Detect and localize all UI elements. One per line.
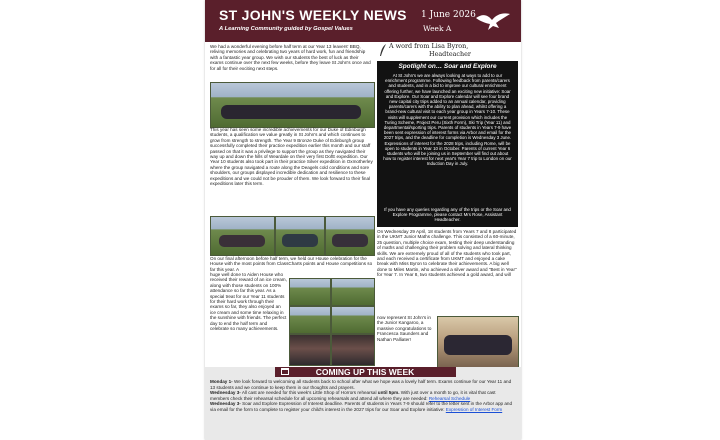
house-paragraph: On our final afternoon before half term, we held our House celebration for the House with the most points from ClassCharts points and House competitions so far this year. A (210, 256, 373, 272)
spotlight-body: At St John's we are always looking at ways to add to our enrichment programme. Following feedback from parents/carers and students, and in a bid to improve our cultural enrichment offering further, we have launched an exciting new initiative: Soar and Explore. Our Soar and Explore calendar will see four brand new capital city trips added to an annual calendar, providing parents/carers with the ability to plan ahead, whilst offering a brand-new cultural visit to each year group in Years 7-10. These visits will supplement our current provision which includes the Turing Scheme, Project Peru (Sixth Form), Ski Trip (Year 11) and departmental/sporting trips. Parents of students in Years 7-9 have been sent expression of interest forms via Arbor and email for the 2027 trips, and the deadline for completion is Wednesday 3 June. Expressions of interest for the 2028 trips, including Rome, will be open to students in Year 10 in October. Parents of current Year 6 students who will be joining us in September will find out about how to register interest for next year's Year 7 trip to London on our Induction Day in July. (383, 73, 512, 167)
letter-header (377, 42, 517, 60)
maths-paragraph: On Wednesday 29 April, 18 students from Years 7 and 8 participated in the UKMT Junior Maths challenge. This consisted of a 60-minute, 25 question, multiple choice exam, testing their deep understanding of maths and challenging their problem solving and lateral thinking skills. We are extremely proud of all of the students who took part, and each received a certificate from UKMT and enjoyed a cake break with Miss Byron to celebrate their achievements. A big well done to Miles Martin, who achieved a silver award and "Best in Year" for Year 7. In Year 8, two students achieved a gold award, and will (377, 229, 517, 278)
leavers-bbq-photo (210, 82, 375, 128)
eagle-logo-icon (475, 7, 511, 35)
dofe-photo-2 (275, 216, 325, 256)
letter-title (389, 43, 471, 58)
wednesday-rehearsal-text: All cast are needed for this week's Little Shop of Horrors rehearsal (240, 390, 378, 395)
house-photo-3 (289, 306, 331, 334)
masthead (205, 0, 521, 42)
wednesday-label-2: Wednesday 3- (210, 401, 241, 406)
maths-paragraph-continued: now represent St John's in the Junior Kangaroo, a massive congratulations to Francesca Saunders and Nathan Palliater! (377, 315, 432, 342)
house-photo-5 (289, 334, 331, 366)
issue-date: 1 June 2026 (421, 10, 476, 20)
wednesday-rehearsal-more: With just over a month to go, it is vital that cast members check their rehearsal schedule for all upcoming rehearsals and attend all where they are needed: (210, 390, 496, 401)
expression-of-interest-link[interactable]: Expression of Interest Form (445, 406, 503, 412)
newsletter-page (205, 0, 521, 440)
spotlight-title: Spotlight on… Soar and Explore (398, 63, 497, 70)
newsletter-title: ST JOHN'S WEEKLY NEWS (219, 7, 407, 23)
spotlight-box (377, 61, 518, 227)
rehearsal-schedule-link[interactable]: Rehearsal Schedule (428, 395, 471, 401)
monday-label: Monday 1- (210, 379, 233, 384)
spotlight-footer: If you have any queries regarding any of the trips or the Soar and Explore Programme, please contact Mrs Rose, Assistant Headteacher. (384, 207, 511, 223)
house-paragraph-continued: huge well done to Aiden House who received their reward of an ice cream, along with those students on 100% attendance so far this year. As a special treat for our Year 11 students for their hard work through their exams so far, they also enjoyed an ice cream and some time relaxing in the sunshine with friends. The perfect day to end the half term and celebrate so many achievements. (210, 272, 287, 332)
issue-week: Week A (423, 24, 452, 33)
wednesday-rehearsal-item (210, 390, 514, 401)
house-photo-6 (331, 334, 375, 366)
monday-text: We look forward to welcoming all students back to school after what we hope was a lovely half term. Exams continue for our Year 11 and 13 students and we continue to keep them in our thoughts and prayers. (210, 379, 512, 390)
house-photo-4 (331, 306, 375, 334)
maths-challenge-photo (437, 316, 519, 368)
letter-title-line-1: A word from Lisa Byron, (389, 42, 469, 50)
monday-item (210, 379, 514, 390)
coming-up-title: COMING UP THIS WEEK (315, 367, 415, 377)
wednesday-label: Wednesday 3- (210, 390, 241, 395)
newsletter-subtitle: A Learning Community guided by Gospel Values (219, 26, 353, 32)
house-photo-1 (289, 278, 331, 306)
wednesday-soar-text: Soar and Explore Expression of Interest deadline. Parents of students in Years 7-9 should refer to the letter sent in the Arbor app and via email for the form to complete to register your child's interest in the 2027 trips for our Soar and Explore initiative: (210, 401, 513, 412)
quill-icon (379, 44, 387, 56)
house-photo-2 (331, 278, 375, 306)
dofe-photo-3 (325, 216, 375, 256)
dofe-paragraph: This year has seen some incredible achievements for our Duke of Edinburgh students, a qualification we value greatly in St John's and which continues to grow from strength to strength. The Year 9 Bronze Duke of Edinburgh group successfully completed their practice expedition earlier this month and our staff passed on that it was a privilege to support the group as they navigated their way up and down the hills of Weardale on their very first DofE expedition. Our Year 10 students also took part in their practice Silver expedition in Oxmotherley where the group navigated a route along the Deagels cold conditions and sore shoulders, our groups displayed incredible dedication and resilience to these expeditions and we could not be prouder of them. We look forward to their final expeditions later this term. (210, 127, 373, 187)
rehearsal-time: until 5pm. (377, 390, 400, 395)
letter-title-line-2: Headteacher (429, 49, 471, 58)
intro-paragraph: We had a wonderful evening before half term at our Year 13 leavers' BBQ, reliving memories and celebrating two years of hard work, fun and friendship with a fantastic year group. We wish our students the best of luck as their exams continue over the next few weeks, before they leave St John's once and for all for their exciting next steps. (210, 44, 371, 71)
coming-up-body (210, 379, 514, 412)
wednesday-soar-item (210, 401, 514, 412)
dofe-photo-1 (210, 216, 275, 256)
